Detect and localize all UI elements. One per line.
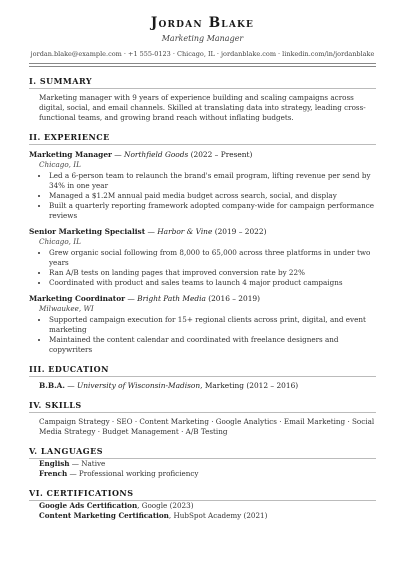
- job-dates: (2016 – 2019): [208, 294, 260, 303]
- certification-item: [39, 511, 376, 521]
- school: University of Wisconsin-Madison: [77, 381, 201, 390]
- education-entry: [39, 381, 376, 391]
- language-level: — Native: [69, 459, 106, 468]
- education-dates: (2012 – 2016): [246, 381, 299, 390]
- certifications-section: [29, 488, 376, 521]
- job-bullets: [29, 171, 376, 221]
- job-entry: [29, 227, 376, 288]
- job-bullet: • Managed a $1.2M annual paid media budget across search, social, and display: [49, 191, 376, 201]
- header-divider-secondary: [29, 66, 376, 67]
- section-title-summary: I. SUMMARY: [29, 76, 376, 89]
- degree: B.B.A.: [39, 381, 65, 390]
- job-company: Harbor & Vine: [157, 227, 213, 236]
- certification-name: Content Marketing Certification: [39, 511, 169, 520]
- job-bullets: [29, 315, 376, 355]
- job-entry: [29, 294, 376, 355]
- job-separator: —: [111, 150, 125, 159]
- resume-header: [29, 0, 376, 59]
- job-bullet: • Coordinated with product and sales teams to launch 4 major product campaigns: [49, 278, 376, 288]
- job-separator: —: [145, 227, 158, 236]
- job-bullet: • Maintained the content calendar and coordinated with freelance designers and copywriters: [49, 335, 376, 355]
- skills-text: Campaign Strategy · SEO · Content Marketing · Google Analytics · Email Marketing · Social Media Strategy · Budget Management · A/B Testing: [39, 417, 375, 436]
- job-header: [29, 294, 376, 304]
- field-of-study: , Marketing: [200, 381, 245, 390]
- section-title-education: III. EDUCATION: [29, 364, 376, 377]
- job-entry: [29, 150, 376, 221]
- certification-item: [39, 501, 376, 511]
- job-bullet: • Supported campaign execution for 15+ regional clients across print, digital, and event marketing: [49, 315, 376, 335]
- certification-name: Google Ads Certification: [39, 501, 138, 510]
- candidate-role: Marketing Manager: [161, 34, 244, 43]
- languages-section: [29, 446, 376, 479]
- job-header: [29, 150, 376, 160]
- job-title: Marketing Coordinator: [29, 294, 126, 303]
- certification-issuer: , Google: [137, 501, 168, 510]
- skills-section: [29, 400, 376, 437]
- education-section: [29, 364, 376, 391]
- job-location: Chicago, IL: [39, 237, 81, 246]
- language-item: [39, 469, 376, 479]
- job-location: Milwaukee, WI: [39, 304, 94, 313]
- section-title-skills: IV. SKILLS: [29, 400, 376, 413]
- job-title: Senior Marketing Specialist: [29, 227, 146, 236]
- certification-year: (2023): [169, 501, 194, 510]
- section-title-certifications: VI. CERTIFICATIONS: [29, 488, 376, 501]
- language-item: [39, 459, 376, 469]
- experience-section: [29, 132, 376, 355]
- job-dates: (2019 – 2022): [214, 227, 267, 236]
- job-bullets: [29, 248, 376, 288]
- job-company: Northfield Goods: [124, 150, 189, 159]
- job-title: Marketing Manager: [29, 150, 112, 159]
- job-bullet: • Led a 6-person team to relaunch the brand's email program, lifting revenue per send by 34% in one year: [49, 171, 376, 191]
- summary-text: Marketing manager with 9 years of experience building and scaling campaigns across digital, social, and email channels. Skilled at translating data into strategy, leading cross-functional teams, and growing brand reach without inflating budgets.: [39, 93, 366, 122]
- language-name: French: [39, 469, 68, 478]
- contact-line: jordan.blake@example.com · +1 555-0123 · Chicago, IL · jordanblake.com · linkedin.com/in/jordanblake: [30, 50, 375, 58]
- job-dates: (2022 – Present): [190, 150, 253, 159]
- header-divider: [29, 63, 376, 64]
- job-bullet: • Ran A/B tests on landing pages that improved conversion rate by 22%: [49, 268, 376, 278]
- section-title-experience: II. EXPERIENCE: [29, 132, 376, 145]
- job-header: [29, 227, 376, 237]
- job-bullet: • Grew organic social following from 8,000 to 65,000 across three platforms in under two years: [49, 248, 376, 268]
- job-company: Bright Path Media: [137, 294, 206, 303]
- language-level: — Professional working proficiency: [67, 469, 199, 478]
- certification-year: (2021): [243, 511, 268, 520]
- section-title-languages: V. LANGUAGES: [29, 446, 376, 459]
- candidate-name: Jordan Blake: [150, 15, 255, 31]
- job-separator: —: [125, 294, 138, 303]
- job-bullet: • Built a quarterly reporting framework adopted company-wide for campaign performance reviews: [49, 201, 376, 221]
- certification-issuer: , HubSpot Academy: [168, 511, 242, 520]
- education-separator: —: [64, 381, 78, 390]
- language-name: English: [39, 459, 70, 468]
- summary-section: [29, 76, 376, 123]
- job-location: Chicago, IL: [39, 160, 81, 169]
